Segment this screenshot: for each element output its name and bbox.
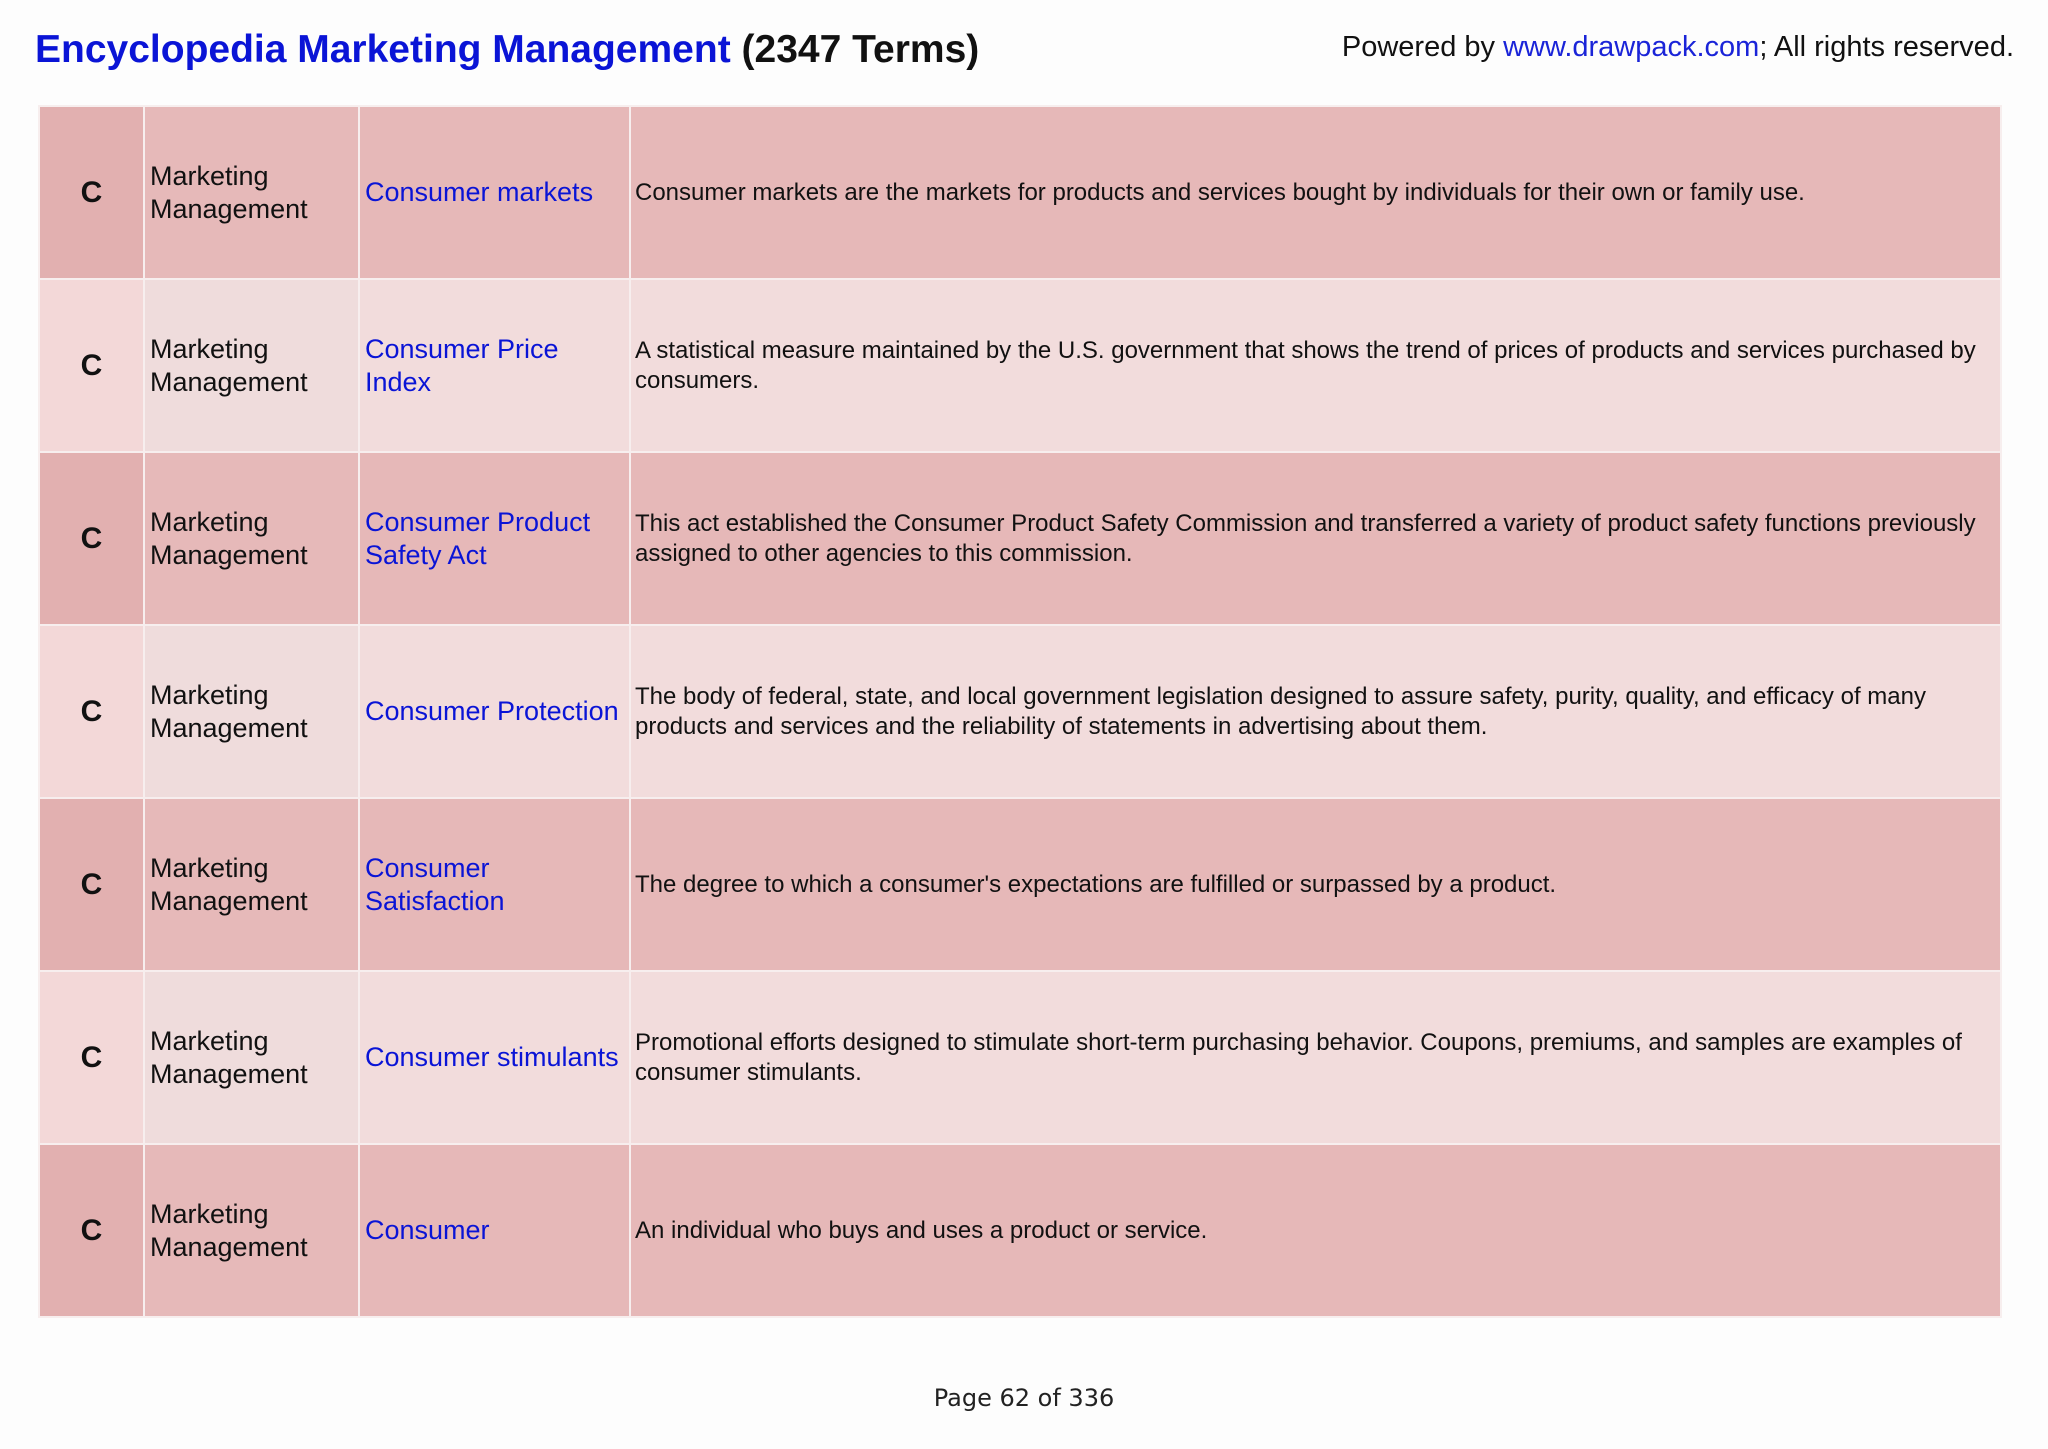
term-link[interactable]: Consumer stimulants [365, 1042, 619, 1072]
letter-cell: C [39, 279, 144, 452]
title-link[interactable]: Encyclopedia Marketing Management [35, 28, 731, 71]
table-row [39, 106, 2001, 279]
letter-cell: C [39, 971, 144, 1144]
category-cell: Marketing Management [144, 971, 359, 1144]
definition-cell: An individual who buys and uses a product or service. [630, 1144, 2001, 1317]
term-cell [359, 971, 630, 1144]
category-cell: Marketing Management [144, 106, 359, 279]
terms-table-body [39, 106, 2001, 1317]
term-cell [359, 1144, 630, 1317]
page-title [35, 28, 979, 72]
definition-cell: Promotional efforts designed to stimulate short-term purchasing behavior. Coupons, premiums, and samples are examples of consumer stimulants. [630, 971, 2001, 1144]
letter-cell: C [39, 452, 144, 625]
term-cell [359, 106, 630, 279]
letter-cell: C [39, 625, 144, 798]
category-cell: Marketing Management [144, 1144, 359, 1317]
term-cell [359, 279, 630, 452]
powered-by [1342, 31, 2014, 64]
term-count: (2347 Terms) [741, 28, 980, 71]
table-row [39, 452, 2001, 625]
table-row [39, 971, 2001, 1144]
term-link[interactable]: Consumer Protection [365, 696, 619, 726]
definition-cell: Consumer markets are the markets for products and services bought by individuals for their own or family use. [630, 106, 2001, 279]
table-row [39, 1144, 2001, 1317]
powered-prefix: Powered by [1341, 31, 1504, 63]
term-cell [359, 625, 630, 798]
term-cell [359, 798, 630, 971]
category-cell: Marketing Management [144, 625, 359, 798]
drawpack-link[interactable]: www.drawpack.com [1503, 31, 1760, 63]
category-cell: Marketing Management [144, 798, 359, 971]
term-cell [359, 452, 630, 625]
table-row [39, 625, 2001, 798]
term-link[interactable]: Consumer [365, 1215, 490, 1245]
rights-text: ; All rights reserved. [1759, 31, 2014, 63]
letter-cell: C [39, 1144, 144, 1317]
page-number: Page 62 of 336 [933, 1384, 1115, 1412]
definition-cell: The degree to which a consumer's expectations are fulfilled or surpassed by a product. [630, 798, 2001, 971]
category-cell: Marketing Management [144, 452, 359, 625]
definition-cell: A statistical measure maintained by the U.S. government that shows the trend of prices of products and services purchased by consumers. [630, 279, 2001, 452]
term-link[interactable]: Consumer Product Safety Act [365, 506, 591, 570]
definition-cell: The body of federal, state, and local government legislation designed to assure safety, purity, quality, and efficacy of many products and services and the reliability of statements in advertising about them. [630, 625, 2001, 798]
term-link[interactable]: Consumer Price Index [365, 333, 559, 397]
category-cell: Marketing Management [144, 279, 359, 452]
definition-cell: This act established the Consumer Product Safety Commission and transferred a variety of product safety functions previously assigned to other agencies to this commission. [630, 452, 2001, 625]
letter-cell: C [39, 106, 144, 279]
term-link[interactable]: Consumer Satisfaction [365, 852, 505, 916]
term-link[interactable]: Consumer markets [365, 177, 594, 207]
terms-table [38, 105, 2002, 1318]
table-row [39, 798, 2001, 971]
letter-cell: C [39, 798, 144, 971]
table-row [39, 279, 2001, 452]
